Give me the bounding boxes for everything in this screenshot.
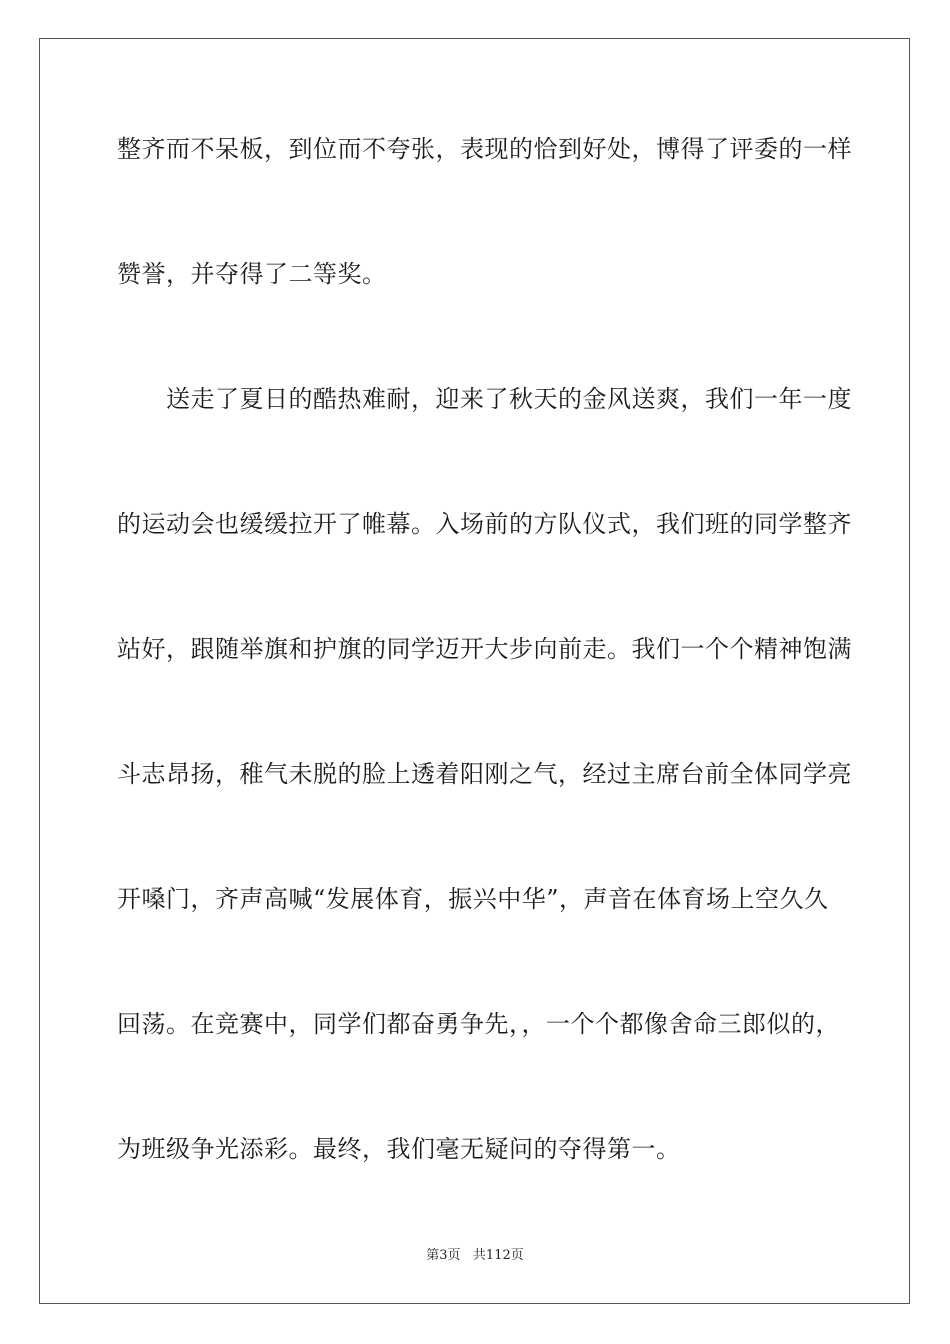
body-line-4: 的运动会也缓缓拉开了帷幕。入场前的方队仪式，我们班的同学整齐 — [117, 510, 852, 538]
page-footer — [0, 1248, 950, 1264]
page-number: 第3页 — [426, 1248, 461, 1263]
body-line-1: 整齐而不呆板，到位而不夸张，表现的恰到好处，博得了评委的一样 — [117, 135, 852, 163]
page-border — [39, 38, 910, 1304]
body-line-9: 为班级争光添彩。最终，我们毫无疑问的夺得第一。 — [117, 1135, 681, 1163]
body-line-2: 赞誉，并夺得了二等奖。 — [117, 260, 387, 288]
body-line-8: 回荡。在竞赛中，同学们都奋勇争先，，一个个都像舍命三郎似的， — [117, 1010, 840, 1038]
body-line-5: 站好，跟随举旗和护旗的同学迈开大步向前走。我们一个个精神饱满 — [117, 635, 852, 663]
body-line-3: 送走了夏日的酷热难耐，迎来了秋天的金风送爽，我们一年一度 — [166, 385, 852, 413]
body-line-7: 开嗓门，齐声高喊“发展体育，振兴中华”，声音在体育场上空久久 — [117, 885, 829, 913]
body-line-6: 斗志昂扬，稚气未脱的脸上透着阳刚之气，经过主席台前全体同学亮 — [117, 760, 852, 788]
page-total: 共112页 — [472, 1248, 524, 1263]
